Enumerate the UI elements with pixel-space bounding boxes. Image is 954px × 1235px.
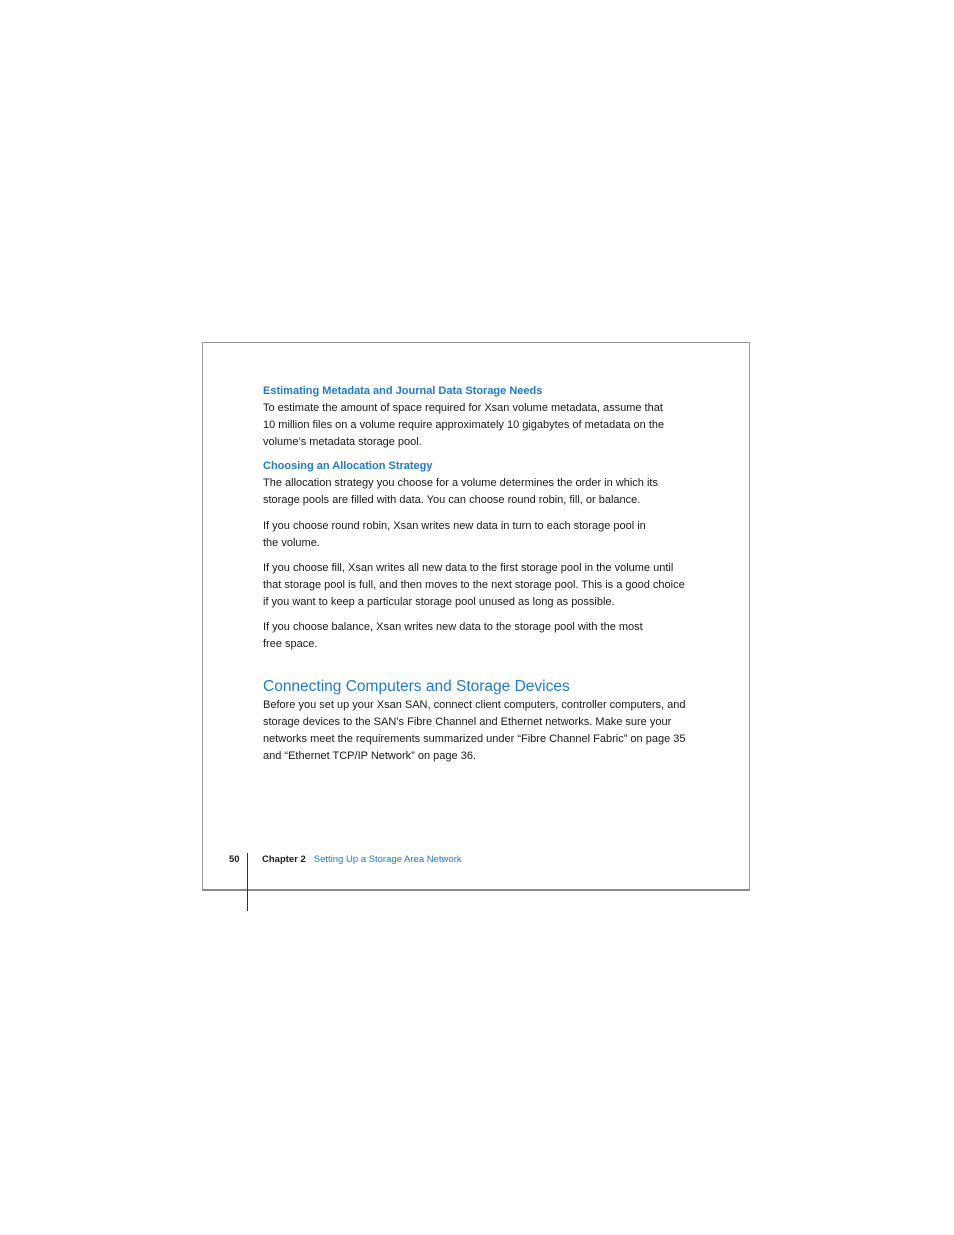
text-line: If you choose balance, Xsan writes new data to the storage pool with the most <box>263 621 643 633</box>
footer-chapter <box>262 853 462 867</box>
heading-connecting: Connecting Computers and Storage Devices <box>263 678 570 695</box>
text-line: and “Ethernet TCP/IP Network” on page 36. <box>263 750 476 762</box>
text-line: volume’s metadata storage pool. <box>263 436 422 448</box>
text-line: networks meet the requirements summarized under “Fibre Channel Fabric” on page 35 <box>263 733 686 745</box>
text-line: the volume. <box>263 537 320 549</box>
paragraph-fill <box>263 560 723 611</box>
footer-rule <box>247 853 248 911</box>
text-line: To estimate the amount of space required for Xsan volume metadata, assume that <box>263 402 663 414</box>
text-line: 10 million files on a volume require approximately 10 gigabytes of metadata on the <box>263 419 665 431</box>
text-line: The allocation strategy you choose for a volume determines the order in which its <box>263 477 658 489</box>
text-line: If you choose round robin, Xsan writes new data in turn to each storage pool in <box>263 520 646 532</box>
heading-allocation: Choosing an Allocation Strategy <box>263 460 433 472</box>
paragraph-round-robin <box>263 518 723 552</box>
paragraph-balance <box>263 619 723 653</box>
text-line: Before you set up your Xsan SAN, connect client computers, controller computers, and <box>263 699 686 711</box>
section-metadata <box>263 383 723 451</box>
chapter-label: Chapter 2 <box>262 854 306 865</box>
text-line: free space. <box>263 638 318 650</box>
section-connecting <box>263 677 723 765</box>
text-line: storage pools are filled with data. You can choose round robin, fill, or balance. <box>263 494 641 506</box>
text-line: that storage pool is full, and then moves to the next storage pool. This is a good choice <box>263 579 685 591</box>
text-line: if you want to keep a particular storage pool unused as long as possible. <box>263 596 615 608</box>
section-allocation <box>263 458 723 509</box>
text-line: If you choose fill, Xsan writes all new data to the first storage pool in the volume until <box>263 562 674 574</box>
chapter-title: Setting Up a Storage Area Network <box>313 854 462 865</box>
heading-metadata: Estimating Metadata and Journal Data Storage Needs <box>263 385 543 397</box>
page-number: 50 <box>229 854 240 865</box>
text-line: storage devices to the SAN’s Fibre Channel and Ethernet networks. Make sure your <box>263 716 672 728</box>
